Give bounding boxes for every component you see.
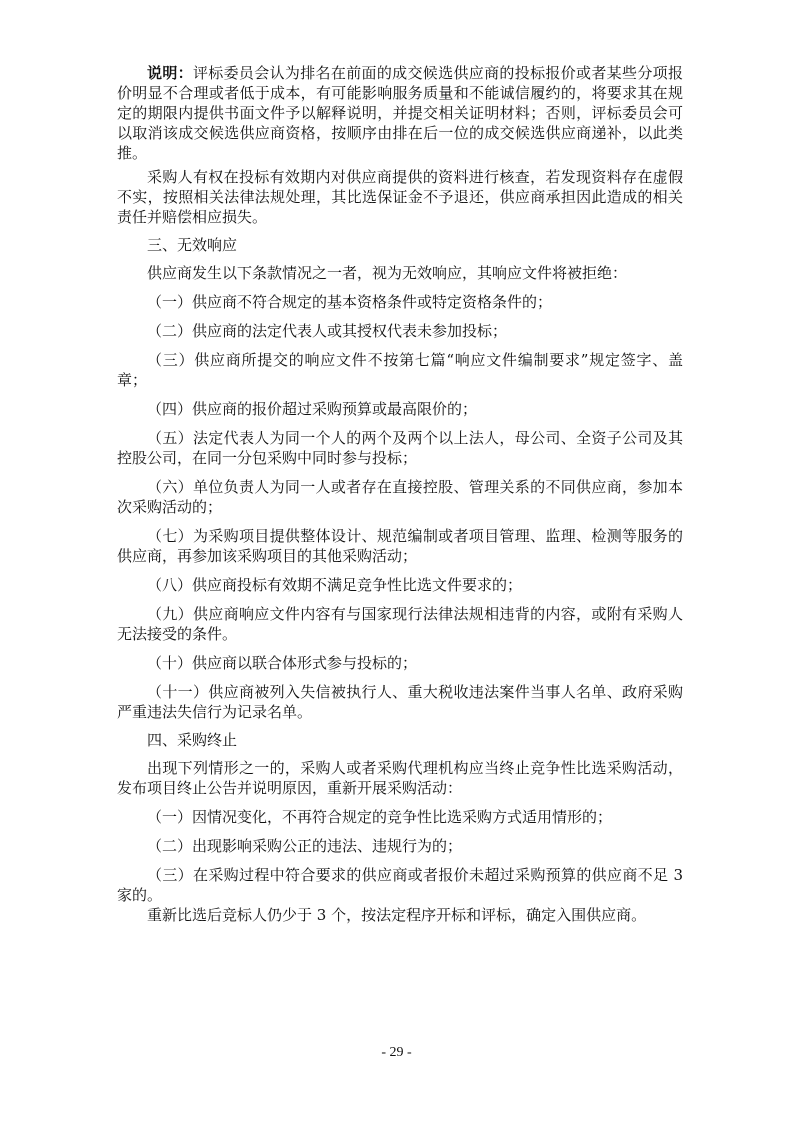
section-heading-invalid-response: 三、无效响应 [147, 236, 238, 254]
section-intro-invalid-response: 供应商发生以下条款情况之一者，视为无效响应，其响应文件将被拒绝： [147, 264, 628, 282]
list-item: （一）因情况变化，不再符合规定的竞争性比选采购方式适用情形的； [147, 808, 613, 826]
list-item: （二）出现影响采购公正的违法、违规行为的； [147, 837, 463, 855]
verification-paragraph: 采购人有权在投标有效期内对供应商提供的资料进行核查，若发现资料存在虚假不实，按照相关法律法规处理，其比选保证金不予退还，供应商承担因此造成的相关责任并赔偿相应损失。 [117, 168, 683, 226]
list-item: （四）供应商的报价超过采购预算或最高限价的； [147, 400, 478, 418]
page-body [117, 63, 683, 925]
explanation-paragraph [117, 63, 683, 163]
list-item: （九）供应商响应文件内容有与国家现行法律法规相违背的内容，或附有采购人无法接受的条件。 [117, 605, 683, 643]
list-item: （三）供应商所提交的响应文件不按第七篇“响应文件编制要求”规定签字、盖章； [117, 351, 683, 389]
list-item: （八）供应商投标有效期不满足竞争性比选文件要求的； [147, 576, 523, 594]
list-item: （十一）供应商被列入失信被执行人、重大税收违法案件当事人名单、政府采购严重违法失信行为记录名单。 [117, 683, 683, 721]
list-item: （五）法定代表人为同一个人的两个及两个以上法人，母公司、全资子公司及其控股公司，在同一分包采购中同时参与投标； [117, 429, 683, 467]
closing-statement: 重新比选后竞标人仍少于 3 个，按法定程序开标和评标，确定入围供应商。 [147, 906, 647, 924]
page-number: - 29 - [381, 1045, 412, 1060]
list-item: （七）为采购项目提供整体设计、规范编制或者项目管理、监理、检测等服务的供应商，再参加该采购项目的其他采购活动； [117, 527, 683, 565]
list-item: （六）单位负责人为同一人或者存在直接控股、管理关系的不同供应商，参加本次采购活动的； [117, 478, 683, 516]
list-item: （十）供应商以联合体形式参与投标的； [147, 654, 418, 672]
list-item: （一）供应商不符合规定的基本资格条件或特定资格条件的； [147, 293, 553, 311]
section-heading-procurement-termination: 四、采购终止 [147, 731, 238, 749]
section-intro-procurement-termination: 出现下列情形之一的，采购人或者采购代理机构应当终止竞争性比选采购活动，发布项目终止公告并说明原因，重新开展采购活动： [117, 759, 683, 797]
explanation-text: 评标委员会认为排名在前面的成交候选供应商的投标报价或者某些分项报价明显不合理或者低于成本，有可能影响服务质量和不能诚信履约的，将要求其在规定的期限内提供书面文件予以解释说明，并提交相关证明材料；否则，评标委员会可以取消该成交候选供应商资格，按顺序由排在后一位的成交候选供应商递补，以此类推。 [117, 64, 683, 162]
explanation-label: 说明： [147, 64, 193, 82]
list-item: （二）供应商的法定代表人或其授权代表未参加投标； [147, 322, 508, 340]
list-item: （三）在采购过程中符合要求的供应商或者报价未超过采购预算的供应商不足 3 家的。 [117, 866, 683, 904]
